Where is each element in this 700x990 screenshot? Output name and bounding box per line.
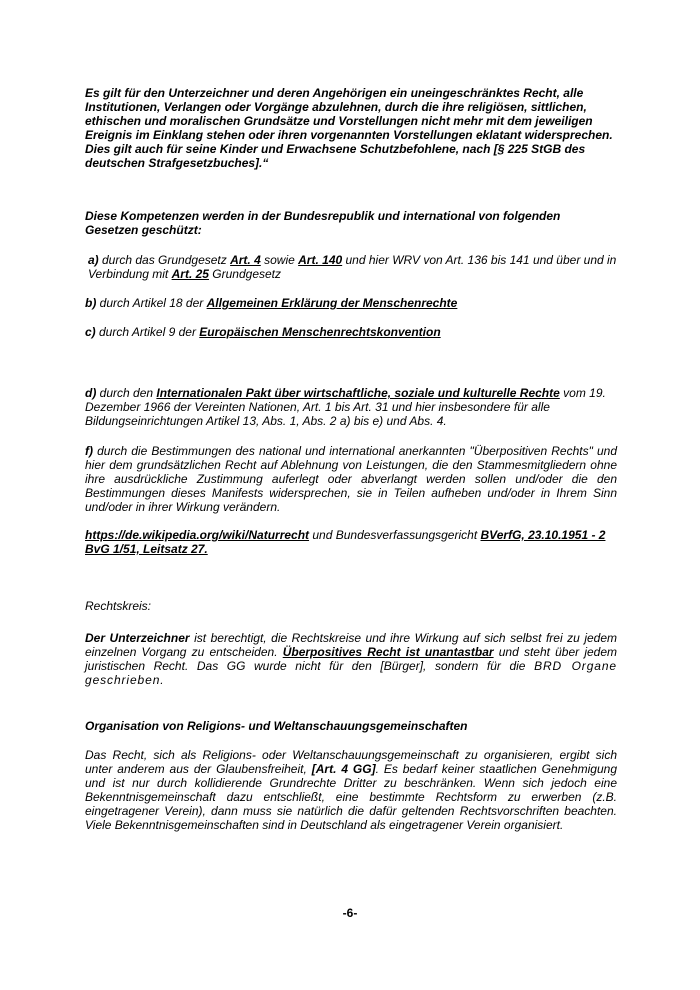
link-human-rights-convention[interactable]: Europäischen Menschenrechtskonvention <box>199 325 441 339</box>
item-label: d) <box>85 386 97 400</box>
heading-rechtskreis: Rechtskreis: <box>85 599 152 613</box>
link-art-25[interactable]: Art. 25 <box>171 267 209 281</box>
paragraph-organisation <box>85 748 617 832</box>
body-text: und steht über jedem juristischen Recht. Das GG wurde nicht für den [Bürger], sondern für die <box>85 645 618 673</box>
bold-text: Der Unterzeichner <box>85 631 190 645</box>
body-text-spaced: BRD Organe geschrieben. <box>85 659 617 687</box>
link-art-140[interactable]: Art. 140 <box>298 253 343 267</box>
item-text: und hier WRV von Art. 136 bis 141 und über und in Verbindung mit <box>88 253 617 281</box>
body-text: . Es bedarf keiner staatlichen Genehmigung und ist nur durch kollidierende Grundrechte Dritter zu beschränken. Wenn sich jedoch eine Bekenntnisgemeinschaft dazu entschließt, eine bestimmte Rechtsform zu erwerben (z.B. eingetragener Verein), dann muss sie natürlich die dafür geltenden Rechtsvorschriften beachten. Viele Bekenntnisgemeinschaften sind in Deutschland als eingetragener Verein organisiert. <box>85 762 617 832</box>
item-label: a) <box>88 253 99 267</box>
item-text: sowie <box>260 253 299 267</box>
link-human-rights-declaration[interactable]: Allgemeinen Erklärung der Menschenrechte <box>206 296 458 310</box>
item-a <box>85 253 620 281</box>
item-text: durch den <box>96 386 157 400</box>
item-text: durch Artikel 18 der <box>96 296 207 310</box>
paragraph-competences: Diese Kompetenzen werden in der Bundesrepublik und international von folgenden Gesetzen geschützt: <box>85 209 561 237</box>
reference-text: und Bundesverfassungsgericht <box>309 528 481 542</box>
item-text: durch das Grundgesetz <box>98 253 231 267</box>
body-text: ist berechtigt, die Rechtskreise und ihre Wirkung auf sich selbst frei zu jedem einzelnen Vorgang zu entscheiden. <box>85 631 618 659</box>
item-c <box>85 325 617 339</box>
link-social-rights-pact[interactable]: Internationalen Pakt über wirtschaftliche, soziale und kulturelle Rechte <box>156 386 560 400</box>
reference-paragraph <box>85 528 617 556</box>
item-label: f) <box>85 444 93 458</box>
heading-organisation: Organisation von Religions- und Weltanschauungsgemeinschaften <box>85 719 468 733</box>
item-b <box>85 296 617 310</box>
bold-underlined-text: Überpositives Recht ist unantastbar <box>282 645 494 659</box>
body-text: Das Recht, sich als Religions- oder Weltanschauungsgemeinschaft zu organisieren, ergibt sich unter anderem aus der Glaubensfreiheit, <box>85 748 617 776</box>
item-label: c) <box>85 325 96 339</box>
link-art-4[interactable]: Art. 4 <box>230 253 261 267</box>
paragraph-rechtskreis <box>85 631 617 687</box>
item-text: Grundgesetz <box>208 267 282 281</box>
item-text: vom 19. Dezember 1966 der Vereinten Nationen, Art. 1 bis Art. 31 und hier insbesondere für alle Bildungseinrichtungen Artikel 13, Abs. 1, Abs. 2 a) bis e) und Abs. 4. <box>85 386 606 428</box>
item-d <box>85 386 617 428</box>
paragraph-rights: Es gilt für den Unterzeichner und deren Angehörigen ein uneingeschränktes Recht, alle Institutionen, Verlangen oder Vorgänge abzulehnen, durch die ihre religiösen, sittlichen, ethischen und moralischen Grundsätze und Vorstellungen nicht mehr mit dem jeweiligen Ereignis im Einklang stehen oder ihren vorgenannten Vorstellungen eklatant widersprechen. Dies gilt auch für seine Kinder und Erwachsene Schutzbefohlene, nach [§ 225 StGB des deutschen Strafgesetzbuches].“ <box>85 86 613 170</box>
item-f <box>85 444 617 514</box>
link-bverfg-ruling[interactable]: BVerfG, 23.10.1951 - 2 BvG 1/51, Leitsatz 27. <box>85 528 606 556</box>
page-number: -6- <box>342 906 358 920</box>
link-wikipedia-naturrecht[interactable]: https://de.wikipedia.org/wiki/Naturrecht <box>85 528 310 542</box>
item-label: b) <box>85 296 97 310</box>
bold-text: [Art. 4 GG] <box>311 762 376 776</box>
item-text: durch Artikel 9 der <box>95 325 200 339</box>
item-text: durch die Bestimmungen des national und international anerkannten "Überpositiven Rechts" und hier dem grundsätzlichen Recht auf Ablehnung von Leistungen, die den Stammesmitgliedern ohne ihre ausdrückliche Zustimmung auferlegt oder abverlangt werden sollen und/oder die den Bestimmungen dieses Manifests widersprechen, sie in Teilen aufheben und/oder in Ihrem Sinn und/oder in ihrer Wirkung verändern. <box>85 444 617 514</box>
